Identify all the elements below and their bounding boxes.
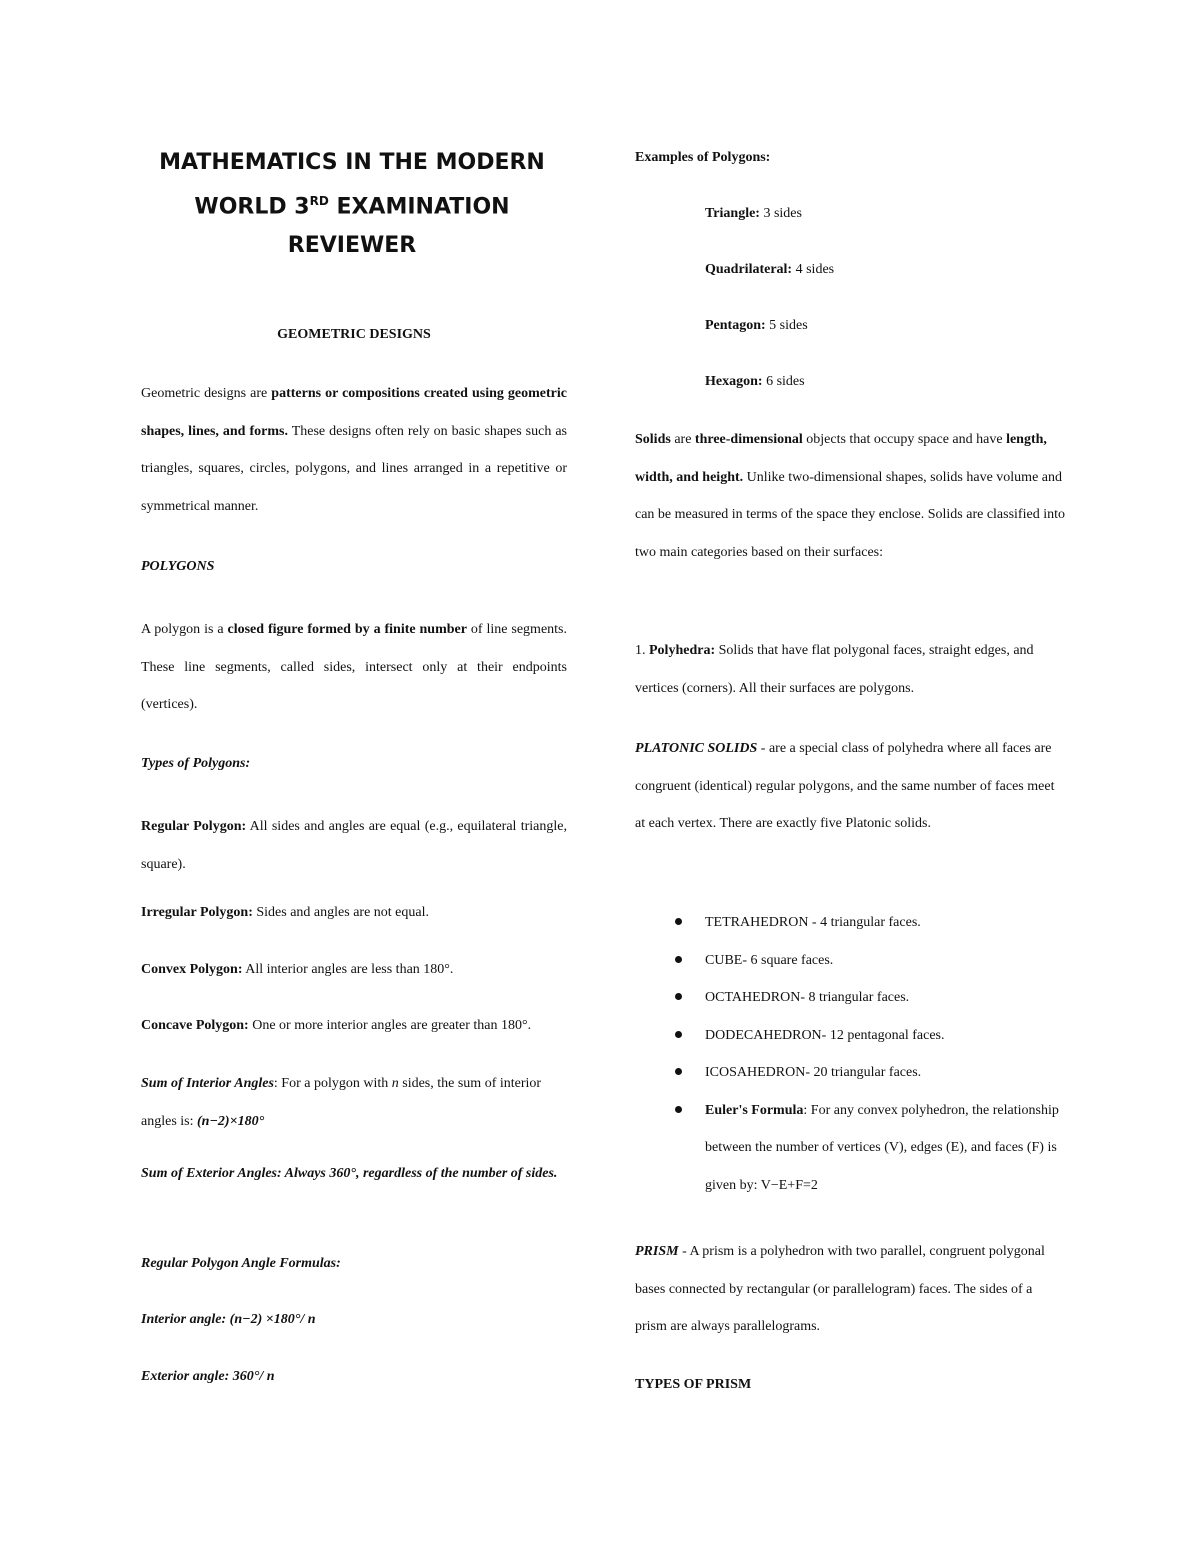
list-item — [635, 1054, 1065, 1092]
polyhedra-number: 1. — [635, 643, 649, 658]
intro-paragraph — [141, 375, 567, 525]
platonic-solids-list — [635, 904, 1065, 1204]
solids-bold-1: Solids — [635, 432, 671, 447]
example-quadrilateral-text: 4 sides — [792, 262, 835, 277]
example-hexagon — [705, 374, 805, 390]
examples-of-polygons-heading: Examples of Polygons: — [635, 150, 771, 165]
example-triangle-label: Triangle: — [705, 206, 760, 221]
list-item-octahedron: OCTAHEDRON- 8 triangular faces. — [705, 990, 910, 1005]
list-item — [635, 1092, 1065, 1205]
solids-paragraph — [635, 421, 1065, 571]
types-of-polygons-heading: Types of Polygons: — [141, 756, 251, 771]
title-line-2-post: EXAMINATION — [328, 194, 510, 220]
euler-formula-text: : For any convex polyhedron, the relationship between the number of vertices (V), edges (E), and faces (F) is given by: V−E+F=2 — [705, 1102, 1059, 1193]
bullet-icon — [675, 918, 682, 925]
list-item-icosahedron: ICOSAHEDRON- 20 triangular faces. — [705, 1065, 922, 1080]
convex-polygon-label: Convex Polygon: — [141, 962, 243, 977]
intro-bold: patterns or compositions created using geometric shapes, lines, and forms. — [141, 386, 567, 439]
list-item — [635, 1017, 1065, 1055]
bullet-icon — [675, 1068, 682, 1075]
irregular-polygon-item — [141, 905, 429, 921]
example-triangle-text: 3 sides — [759, 206, 802, 221]
list-item-dodecahedron: DODECAHEDRON- 12 pentagonal faces. — [705, 1027, 945, 1043]
regular-polygon-text: All sides and angles are equal (e.g., equilateral triangle, square). — [141, 819, 568, 872]
sum-exterior-angles: Sum of Exterior Angles: Always 360°, regardless of the number of sides. — [141, 1166, 558, 1181]
solids-text-1: are — [670, 432, 695, 447]
title-line-1: MATHEMATICS IN THE MODERN — [159, 150, 545, 175]
solids-bold-2: three-dimensional — [694, 432, 803, 447]
regular-polygon-item — [141, 808, 567, 883]
example-pentagon-text: 5 sides — [765, 318, 808, 333]
sum-interior-text-1: : For a polygon with — [273, 1076, 392, 1091]
title-line-3: REVIEWER — [287, 233, 417, 259]
concave-polygon-label: Concave Polygon: — [141, 1018, 249, 1033]
convex-polygon-item — [141, 962, 453, 978]
platonic-solids-text: - are a special class of polyhedra where all faces are congruent (identical) regular polygons, and the same number of faces meet at each vertex. There are exactly five Platonic solids. — [635, 741, 1055, 831]
example-quadrilateral — [705, 262, 834, 278]
concave-polygon-text: One or more interior angles are greater than 180°. — [248, 1018, 532, 1033]
euler-formula-label: Euler's Formula — [705, 1102, 804, 1118]
polyhedra-label: Polyhedra: — [649, 643, 716, 658]
title-line-2-pre: WORLD 3 — [194, 194, 310, 220]
list-item-cube: CUBE- 6 square faces. — [705, 952, 834, 968]
polyhedra-paragraph — [635, 632, 1065, 707]
example-pentagon-label: Pentagon: — [705, 318, 766, 333]
prism-text: - A prism is a polyhedron with two parallel, congruent polygonal bases connected by rectangular (or parallelogram) faces. The sides of a prism are always parallelograms. — [635, 1244, 1045, 1334]
types-of-prism-heading: TYPES OF PRISM — [635, 1377, 752, 1392]
sum-interior-text-2: sides, the sum of interior angles is: — [141, 1076, 542, 1129]
polygon-definition — [141, 611, 567, 724]
solids-text-3: Unlike two-dimensional shapes, solids have volume and can be measured in terms of the space they enclose. Solids are classified into two main categories based on their surfaces: — [635, 469, 1065, 560]
list-item — [635, 904, 1065, 942]
example-hexagon-label: Hexagon: — [705, 374, 763, 389]
example-pentagon — [705, 318, 808, 334]
sum-interior-label: Sum of Interior Angles — [141, 1076, 274, 1091]
irregular-polygon-label: Irregular Polygon: — [141, 905, 253, 920]
example-hexagon-text: 6 sides — [762, 374, 805, 389]
polyhedra-text: Solids that have flat polygonal faces, straight edges, and vertices (corners). All their surfaces are polygons. — [635, 643, 1034, 696]
irregular-polygon-text: Sides and angles are not equal. — [252, 905, 429, 920]
regular-polygon-formulas-heading: Regular Polygon Angle Formulas: — [141, 1256, 341, 1271]
bullet-icon — [675, 1031, 682, 1038]
sum-interior-angles — [141, 1065, 567, 1140]
platonic-solids-label: PLATONIC SOLIDS — [635, 741, 758, 756]
regular-polygon-label: Regular Polygon: — [141, 819, 247, 834]
bullet-icon — [675, 993, 682, 1000]
list-item-tetrahedron: TETRAHEDRON - 4 triangular faces. — [705, 915, 921, 930]
list-item — [635, 979, 1065, 1017]
solids-bold-3: length, width, and height. — [635, 432, 1047, 485]
interior-angle-formula: Interior angle: (n−2) ×180°/ n — [141, 1312, 316, 1327]
sum-interior-n: n — [391, 1076, 399, 1091]
bullet-icon — [675, 956, 682, 963]
list-item — [635, 942, 1065, 980]
concave-polygon-item — [141, 1018, 531, 1034]
exterior-angle-formula: Exterior angle: 360°/ n — [141, 1369, 275, 1384]
example-quadrilateral-label: Quadrilateral: — [705, 262, 793, 277]
bullet-icon — [675, 1106, 682, 1113]
example-triangle — [705, 206, 802, 222]
solids-text-2: objects that occupy space and have — [802, 432, 1007, 447]
intro-text-1: Geometric designs are — [141, 386, 272, 401]
prism-paragraph — [635, 1233, 1065, 1346]
prism-label: PRISM — [635, 1244, 679, 1259]
polygon-def-text-1: A polygon is a — [141, 622, 228, 637]
polygons-heading: POLYGONS — [141, 559, 215, 574]
document-title — [141, 143, 563, 265]
title-superscript: RD — [309, 194, 329, 208]
platonic-solids-paragraph — [635, 730, 1065, 843]
polygon-def-text-2: of line segments. These line segments, called sides, intersect only at their endpoints (vertices). — [141, 622, 567, 712]
convex-polygon-text: All interior angles are less than 180°. — [242, 962, 454, 977]
sum-interior-formula: (n−2)×180° — [197, 1113, 265, 1129]
intro-text-2: These designs often rely on basic shapes such as triangles, squares, circles, polygons, and lines arranged in a repetitive or symmetrical manner. — [141, 423, 568, 514]
polygon-def-bold: closed figure formed by a finite number — [227, 622, 467, 637]
section-heading-geometric-designs: GEOMETRIC DESIGNS — [277, 327, 431, 342]
